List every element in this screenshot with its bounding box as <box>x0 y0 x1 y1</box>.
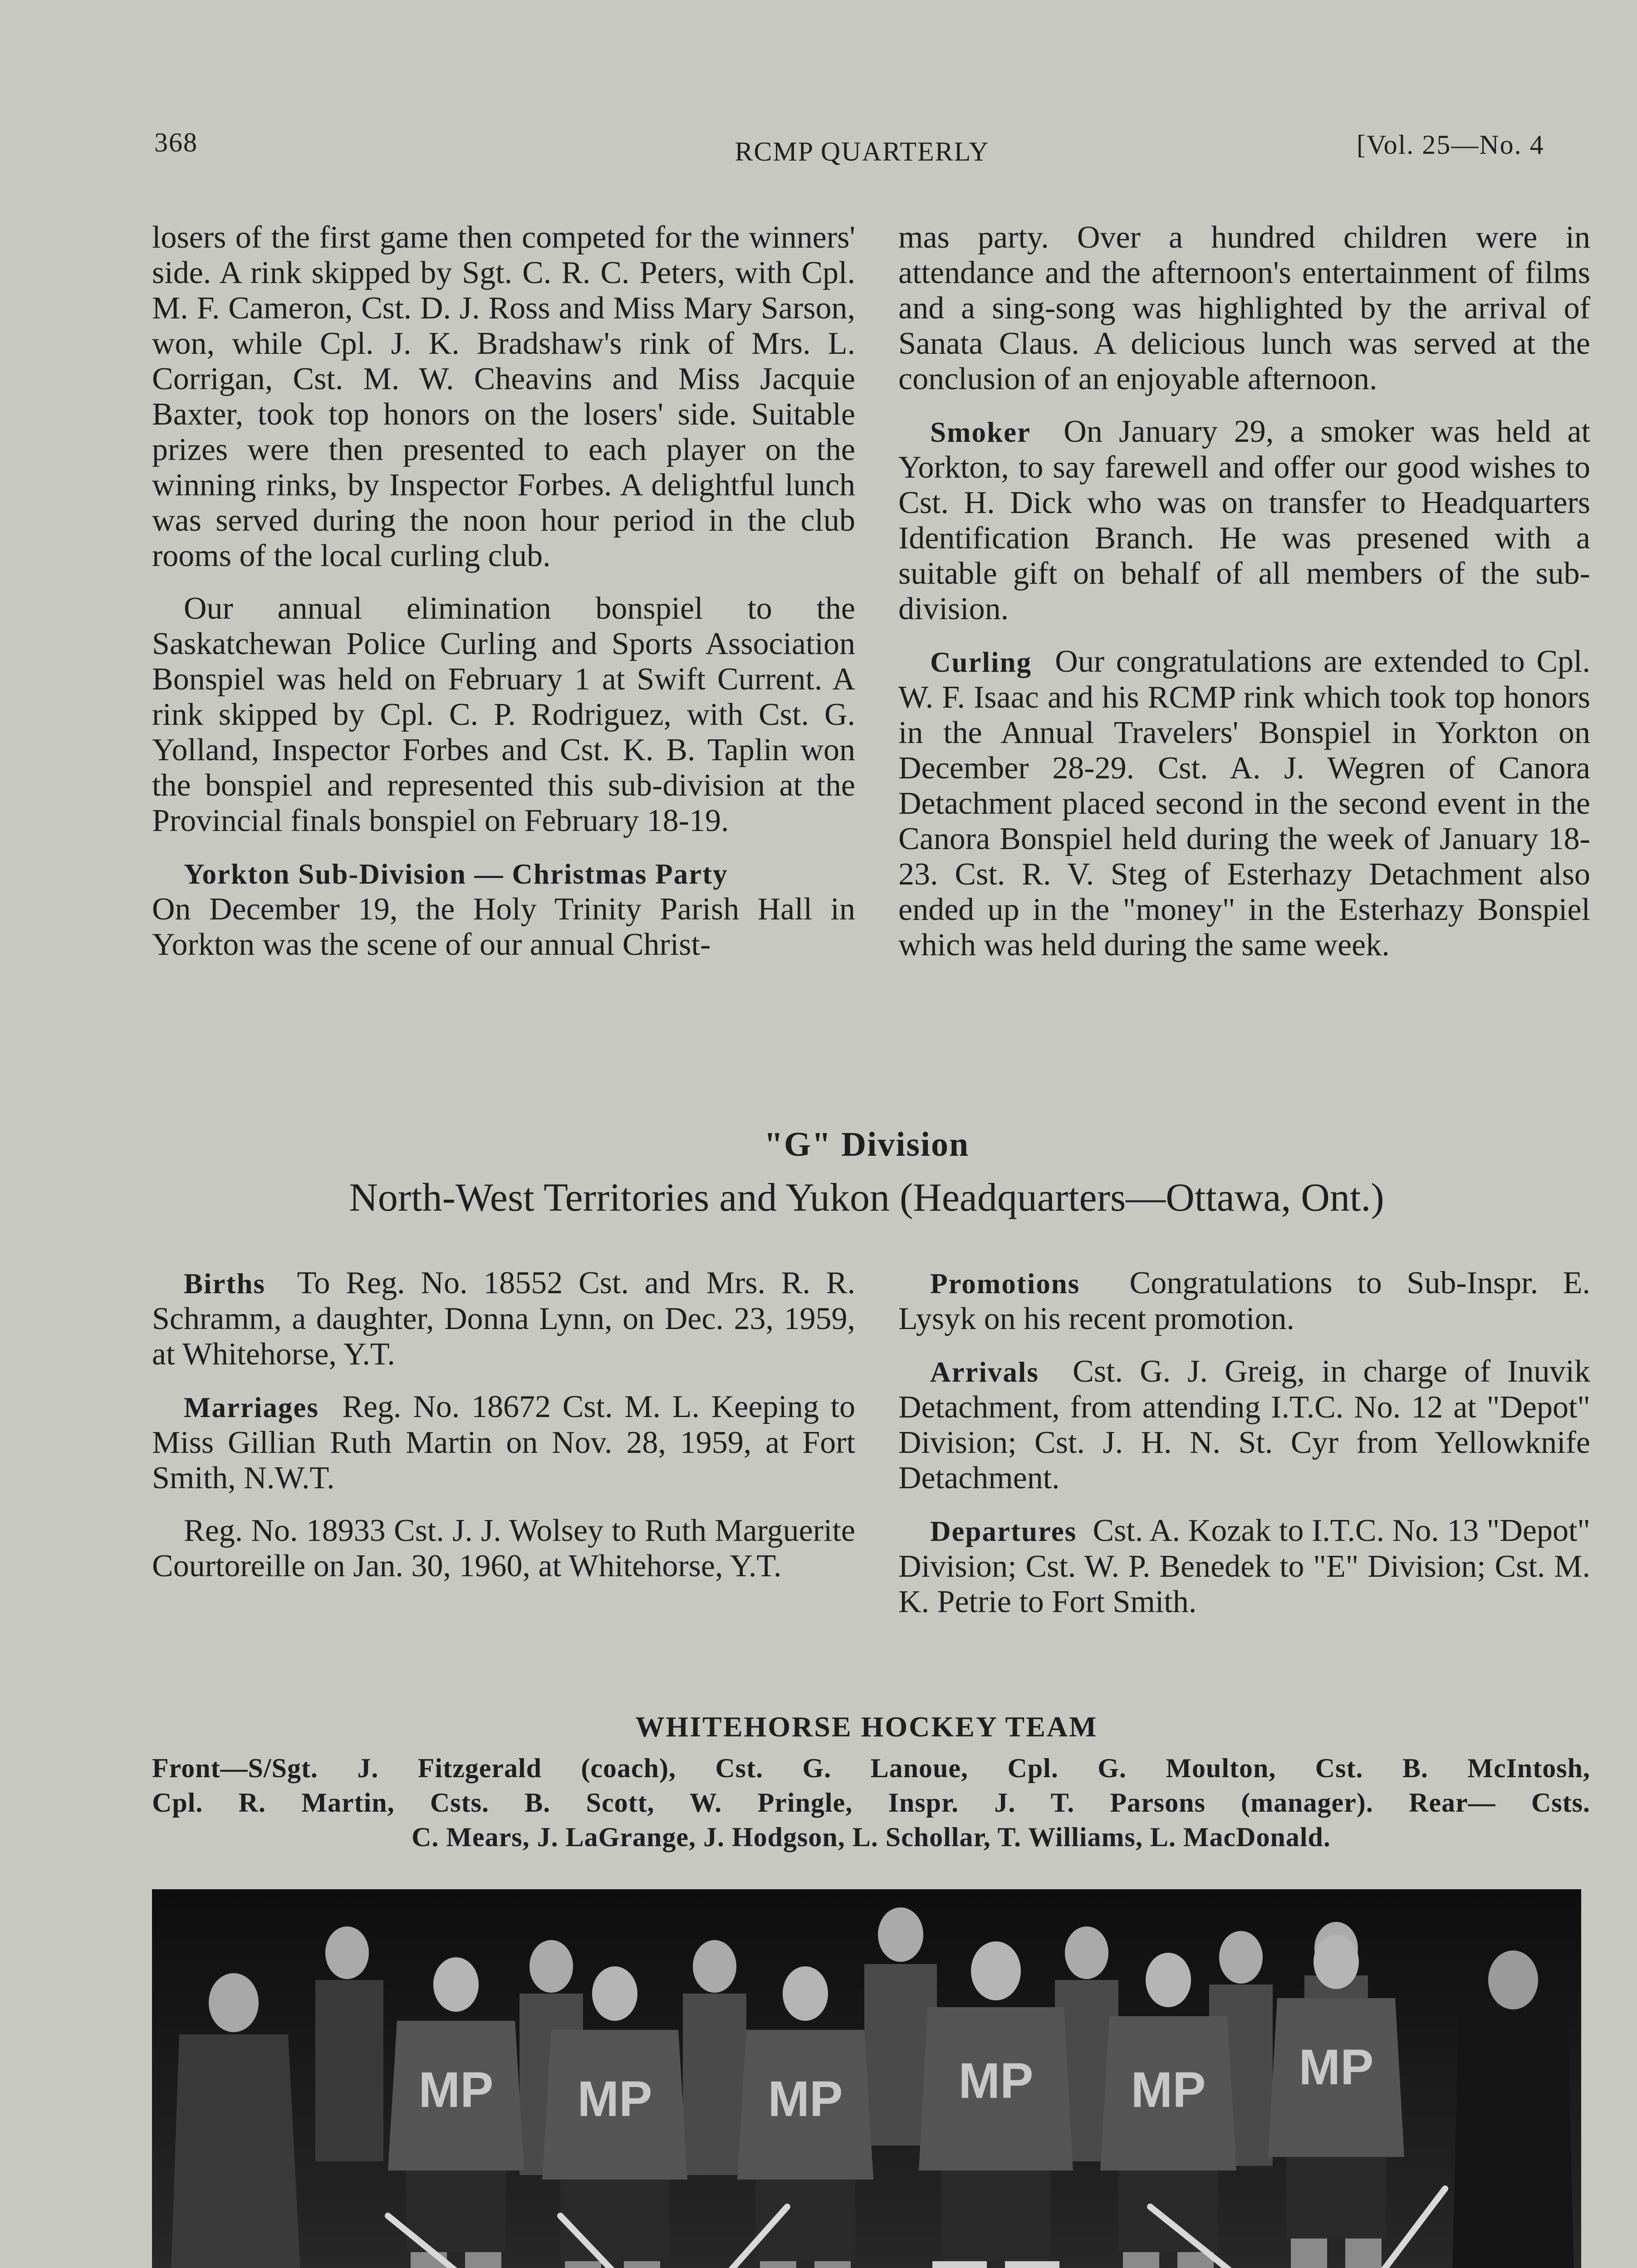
volume-label: [Vol. 25—No. 4 <box>1357 130 1544 160</box>
section-heading: Smoker <box>930 416 1031 448</box>
paragraph <box>898 414 1590 627</box>
section-heading: Departures <box>930 1515 1077 1547</box>
paragraph <box>898 644 1590 963</box>
caption-line: Cpl. R. Martin, Csts. B. Scott, W. Pringle, Inspr. J. T. Parsons (manager). Rear— Csts. <box>152 1788 1590 1818</box>
caption-line: Front—S/Sgt. J. Fitzgerald (coach), Cst. G. Lanoue, Cpl. G. Moulton, Cst. B. McIntosh, <box>152 1753 1590 1783</box>
paragraph-text: On December 19, the Holy Trinity Parish Hall in Yorkton was the scene of our annual Christ- <box>152 892 855 962</box>
paragraph-text: Reg. No. 18672 Cst. M. L. Keeping to Miss Gillian Ruth Martin on Nov. 28, 1959, at Fort Smith, N.W.T. <box>152 1389 856 1496</box>
paragraph-text: To Reg. No. 18552 Cst. and Mrs. R. R. Schramm, a daughter, Donna Lynn, on Dec. 23, 1959, at Whitehorse, Y.T. <box>152 1266 855 1372</box>
team-photo <box>152 1889 1581 2268</box>
paragraph-text: Our congratulations are extended to Cpl. W. F. Isaac and his RCMP rink which took top honors in the Annual Travelers' Bonspiel in Yorkton on December 28-29. Cst. A. J. Wegren of Canora Detachment placed second in the second event in the Canora Bonspiel held during the week of January 18-23. Cst. R. V. Steg of Esterhazy Detachment also ended up in the "money" in the Esterhazy Bonspiel which was held during the same week. <box>898 644 1591 963</box>
photo-title: WHITEHORSE HOCKEY TEAM <box>635 1711 1098 1743</box>
paragraph <box>898 1266 1590 1337</box>
caption-line: C. Mears, J. LaGrange, J. Hodgson, L. Schollar, T. Williams, L. MacDonald. <box>412 1822 1331 1852</box>
division-subtitle: North-West Territories and Yukon (Headquarters—Ottawa, Ont.) <box>349 1176 1384 1220</box>
section-heading: Arrivals <box>930 1356 1039 1388</box>
top-left-column <box>152 220 855 980</box>
paragraph <box>152 1266 855 1372</box>
paragraph: losers of the first game then competed for the winners' side. A rink skipped by Sgt. C. R. C. Peters, with Cpl. M. F. Cameron, Cst. D. J. Ross and Miss Mary Sarson, won, while Cpl. J. K. Bradshaw's rink of Mrs. L. Corrigan, Cst. M. W. Cheavins and Miss Jacquie Baxter, took top honors on the losers' side. Suitable prizes were then presented to each player on the winning rinks, by Inspector Forbes. A delightful lunch was served during the noon hour period in the club rooms of the local curling club. <box>152 220 855 573</box>
jersey-text: MP <box>1299 2039 1374 2095</box>
section-heading: Yorkton Sub-Division — Christmas Party <box>184 858 728 890</box>
jersey-text: MP <box>958 2053 1034 2109</box>
jersey-text: MP <box>418 2062 494 2118</box>
paragraph-text: Cst. G. J. Greig, in charge of Inuvik Detachment, from attending I.T.C. No. 12 at "Depot" Division; Cst. J. H. N. St. Cyr from Yellowknife Detachment. <box>898 1354 1591 1496</box>
bottom-right-column <box>898 1266 1590 1637</box>
paragraph-text: On January 29, a smoker was held at Yorkton, to say farewell and offer our good wishes to Cst. H. Dick who was on transfer to Headquarters Identification Branch. He was presened with a suitable gift on behalf of all members of the sub-division. <box>898 414 1591 626</box>
paragraph: mas party. Over a hundred children were in attendance and the afternoon's entertainment of films and a sing-song was highlighted by the arrival of Sanata Claus. A delicious lunch was served at the conclusion of an enjoyable afternoon. <box>898 220 1590 396</box>
section-heading: Curling <box>930 646 1032 678</box>
top-right-column <box>898 220 1590 980</box>
paragraph <box>898 1354 1590 1496</box>
paragraph <box>152 1389 855 1496</box>
section-heading: Marriages <box>184 1392 319 1423</box>
section-heading: Births <box>184 1268 266 1300</box>
paragraph: Our annual elimination bonspiel to the Saskatchewan Police Curling and Sports Association Bonspiel was held on February 1 at Swift Current. A rink skipped by Cpl. C. P. Rodriguez, with Cst. G. Yolland, Inspector Forbes and Cst. K. B. Taplin won the bonspiel and represented this sub-division at the Provincial finals bonspiel on February 18-19. <box>152 591 855 838</box>
bottom-left-column <box>152 1266 855 1601</box>
jersey-text: MP <box>1131 2062 1206 2118</box>
paragraph <box>152 856 855 963</box>
paragraph-text: Congratulations to Sub-Inspr. E. Lysyk on his recent promotion. <box>898 1266 1590 1336</box>
section-heading: Promotions <box>930 1268 1080 1300</box>
paragraph: Reg. No. 18933 Cst. J. J. Wolsey to Ruth Marguerite Courtoreille on Jan. 30, 1960, at Whitehorse, Y.T. <box>152 1513 855 1584</box>
page-number: 368 <box>154 127 198 157</box>
paragraph-text: Cst. A. Kozak to I.T.C. No. 13 "Depot" Division; Cst. W. P. Benedek to "E" Division; Cst. M. K. Petrie to Fort Smith. <box>898 1513 1591 1619</box>
running-head: RCMP QUARTERLY <box>735 137 990 166</box>
division-title: "G" Division <box>764 1125 970 1163</box>
team-photo-illustration <box>152 1889 1581 2268</box>
jersey-text: MP <box>768 2071 843 2127</box>
jersey-text: MP <box>577 2071 652 2127</box>
paragraph <box>898 1513 1590 1620</box>
photo-caption <box>152 1751 1590 1854</box>
